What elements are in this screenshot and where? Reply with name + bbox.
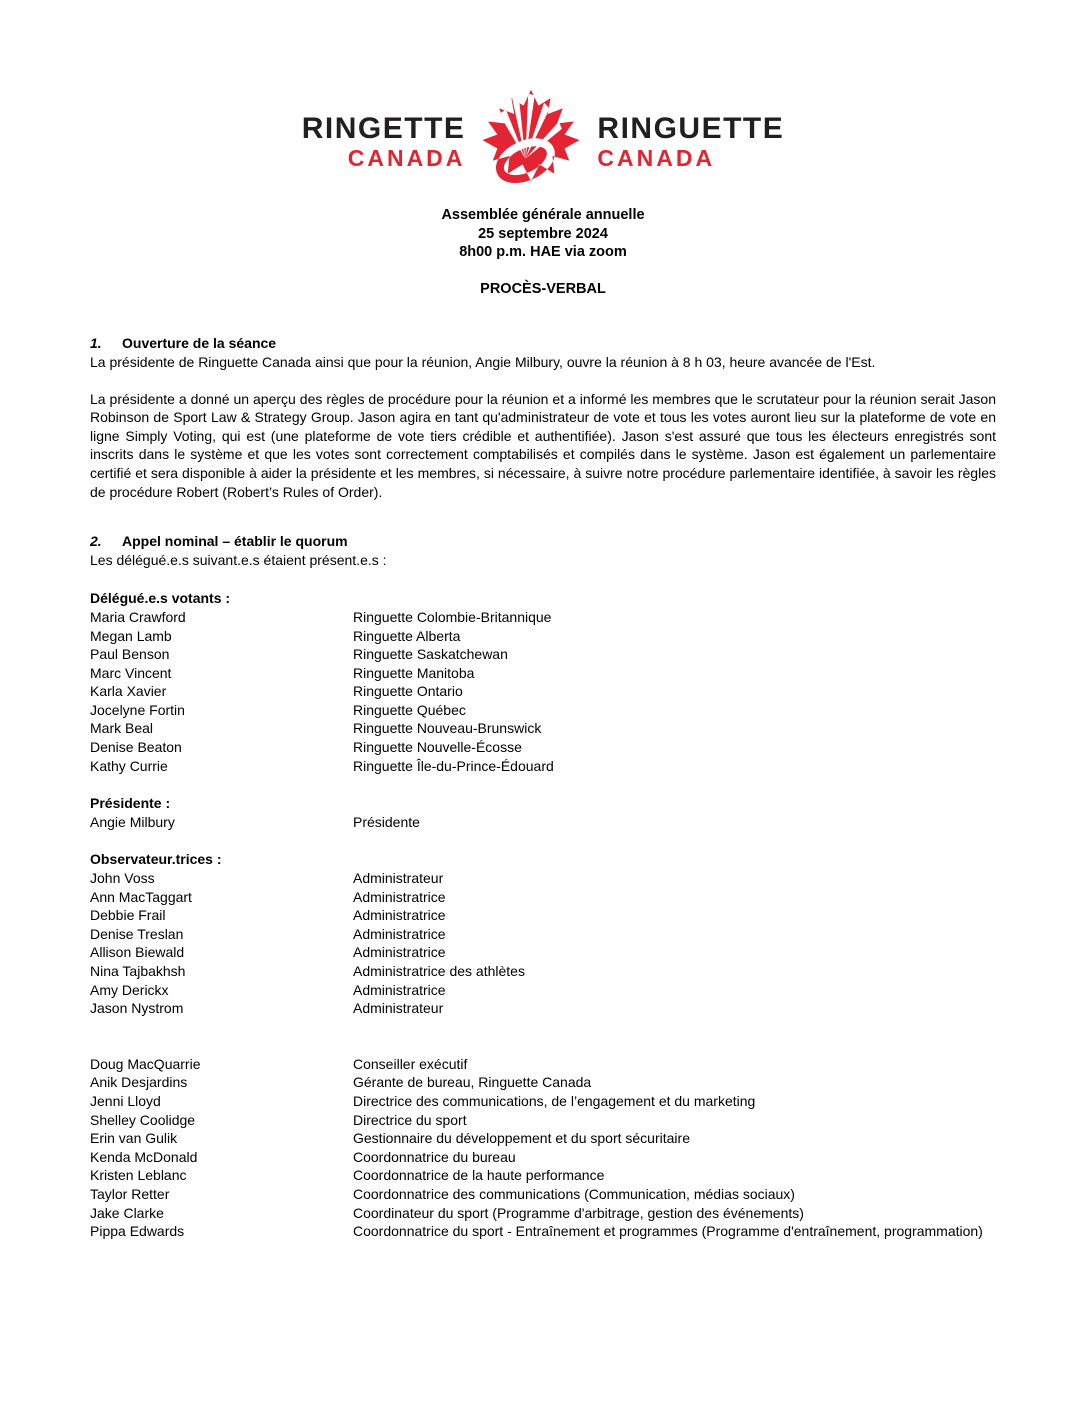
attendee-row	[90, 1148, 996, 1167]
attendee-row	[90, 1129, 996, 1148]
attendee-name: Marc Vincent	[90, 664, 172, 681]
attendee-role: Ringuette Alberta	[353, 627, 461, 644]
attendee-role: Coordonnatrice des communications (Communication, médias sociaux)	[353, 1185, 795, 1202]
attendee-name: Maria Crawford	[90, 608, 186, 625]
attendee-name: Karla Xavier	[90, 683, 167, 700]
attendee-role: Administratrice	[353, 925, 446, 942]
attendee-name: Jenni Lloyd	[90, 1092, 161, 1109]
logo-wordmark-english	[302, 114, 466, 170]
attendee-name: John Voss	[90, 870, 155, 887]
attendee-name: Ann MacTaggart	[90, 888, 192, 905]
attendee-row	[90, 1166, 996, 1185]
logo-wordmark-line2: CANADA	[597, 145, 716, 171]
attendee-role: Ringuette Colombie-Britannique	[353, 608, 552, 625]
attendee-name: Taylor Retter	[90, 1185, 170, 1202]
attendee-role: Conseiller exécutif	[353, 1055, 468, 1072]
section-appel-nominal	[90, 532, 996, 1241]
attendee-role: Administrateur	[353, 870, 444, 887]
attendee-row	[90, 664, 996, 683]
attendee-name: Denise Treslan	[90, 925, 184, 942]
attendee-role: Administratrice	[353, 981, 446, 998]
section-title: Appel nominal – établir le quorum	[122, 533, 348, 550]
attendee-row	[90, 943, 996, 962]
attendee-group	[90, 1055, 996, 1241]
attendee-role: Administratrice	[353, 944, 446, 961]
attendee-row	[90, 962, 996, 981]
attendee-group-heading: Présidente :	[90, 795, 171, 812]
attendee-name: Jake Clarke	[90, 1204, 164, 1221]
attendee-role: Ringuette Ontario	[353, 683, 463, 700]
attendee-role: Ringuette Québec	[353, 701, 466, 718]
attendee-name: Denise Beaton	[90, 739, 182, 756]
attendee-role: Administrateur	[353, 1000, 444, 1017]
attendee-row	[90, 906, 996, 925]
attendee-row	[90, 813, 996, 832]
attendee-role: Administratrice	[353, 888, 446, 905]
attendee-name: Nina Tajbakhsh	[90, 963, 186, 979]
logo-wordmark-line1: RINGUETTE	[597, 112, 785, 145]
section-intro: Les délégué.e.s suivant.e.s étaient présent.e.s :	[90, 551, 387, 568]
attendee-name: Megan Lamb	[90, 627, 172, 644]
attendee-row	[90, 719, 996, 738]
section-number: 2.	[90, 533, 102, 550]
attendee-group	[90, 589, 996, 775]
attendee-row	[90, 925, 996, 944]
attendee-role: Administratrice des athlètes	[353, 963, 525, 979]
attendee-name: Mark Beal	[90, 720, 154, 737]
attendee-row	[90, 738, 996, 757]
attendee-group	[90, 794, 996, 831]
attendee-name: Anik Desjardins	[90, 1074, 188, 1091]
attendee-name: Jason Nystrom	[90, 1000, 184, 1017]
meeting-time: 8h00 p.m. HAE via zoom	[459, 244, 627, 261]
attendee-name: Amy Derickx	[90, 981, 169, 998]
logo-wordmark-line1: RINGETTE	[301, 112, 466, 145]
attendee-name: Kenda McDonald	[90, 1148, 198, 1165]
attendee-role: Gestionnaire du développement et du sport sécuritaire	[353, 1130, 690, 1147]
section-ouverture	[90, 334, 996, 501]
attendee-name: Doug MacQuarrie	[90, 1055, 201, 1072]
attendee-row	[90, 682, 996, 701]
attendee-row	[90, 608, 996, 627]
attendee-row	[90, 1222, 996, 1241]
attendee-row	[90, 1185, 996, 1204]
logo	[90, 86, 996, 198]
attendee-name: Debbie Frail	[90, 907, 166, 924]
attendee-name: Allison Biewald	[90, 944, 185, 961]
attendee-role: Directrice du sport	[353, 1111, 467, 1128]
attendee-row	[90, 1055, 996, 1074]
attendee-role: Directrice des communications, de l’engagement et du marketing	[353, 1092, 756, 1109]
logo-wordmark-french	[597, 114, 784, 170]
attendee-row	[90, 1204, 996, 1223]
attendee-row	[90, 1092, 996, 1111]
attendee-group-heading: Observateur.trices :	[90, 851, 222, 868]
paragraph: La présidente de Ringuette Canada ainsi que pour la réunion, Angie Milbury, ouvre la réunion à 8 h 03, heure avancée de l'Est.	[90, 353, 876, 370]
attendee-name: Kathy Currie	[90, 757, 168, 774]
section-heading	[90, 334, 996, 353]
attendee-role: Administratrice	[353, 907, 446, 924]
section-number: 1.	[90, 335, 102, 352]
attendee-role: Ringuette Île-du-Prince-Édouard	[353, 757, 554, 774]
attendee-groups	[90, 589, 996, 1240]
attendee-name: Kristen Leblanc	[90, 1167, 187, 1184]
logo-wordmark-line2: CANADA	[347, 145, 466, 171]
attendee-role: Gérante de bureau, Ringuette Canada	[353, 1074, 592, 1091]
attendee-role: Coordonnatrice du sport - Entraînement et programmes (Programme d'entraînement, programmation)	[353, 1223, 983, 1240]
attendee-role: Ringuette Manitoba	[353, 664, 475, 681]
attendee-name: Jocelyne Fortin	[90, 701, 185, 718]
attendee-name: Erin van Gulik	[90, 1130, 178, 1147]
attendee-row	[90, 869, 996, 888]
paragraph: La présidente a donné un aperçu des règles de procédure pour la réunion et a informé les membres que le scrutateur pour la réunion serait Jason Robinson de Sport Law & Strategy Group. Jason agira en tant qu'administrateur de vote et tous les votes auront lieu sur la plateforme de vote en ligne Simply Voting, qui est (une plateforme de vote tiers crédible et authentifiée). Jason s'est assuré que tous les électeurs enregistrés sont inscrits dans le système et que les votes sont correctement comptabilisés et compilés dans le système. Jason est également un parlementaire certifié et sera disponible à aider la présidente et les membres, si nécessaire, à suivre notre procédure parlementaire identifiée, à savoir les règles de procédure Robert (Robert’s Rules of Order).	[90, 390, 996, 500]
attendee-role: Coordinateur du sport (Programme d'arbitrage, gestion des événements)	[353, 1204, 804, 1221]
attendee-row	[90, 1073, 996, 1092]
attendee-role: Ringuette Saskatchewan	[353, 646, 508, 663]
attendee-row	[90, 981, 996, 1000]
attendee-name: Angie Milbury	[90, 813, 175, 830]
attendee-name: Pippa Edwards	[90, 1223, 185, 1240]
attendee-role: Ringuette Nouveau-Brunswick	[353, 720, 542, 737]
attendee-row	[90, 999, 996, 1018]
document-title: PROCÈS-VERBAL	[480, 280, 606, 297]
section-title: Ouverture de la séance	[122, 335, 277, 352]
attendee-role: Coordonnatrice de la haute performance	[353, 1167, 605, 1184]
attendee-role: Présidente	[353, 813, 420, 830]
meeting-info	[90, 206, 996, 262]
attendee-row	[90, 757, 996, 776]
attendee-group	[90, 850, 996, 1017]
attendee-row	[90, 701, 996, 720]
attendee-row	[90, 645, 996, 664]
section-heading	[90, 532, 996, 551]
attendee-row	[90, 627, 996, 646]
meeting-title: Assemblée générale annuelle	[441, 207, 645, 223]
meeting-date: 25 septembre 2024	[478, 225, 608, 242]
attendee-name: Shelley Coolidge	[90, 1111, 196, 1128]
attendee-group-heading: Délégué.e.s votants :	[90, 590, 231, 607]
attendee-name: Paul Benson	[90, 646, 170, 663]
attendee-role: Ringuette Nouvelle-Écosse	[353, 739, 522, 756]
attendee-role: Coordonnatrice du bureau	[353, 1148, 516, 1165]
attendee-row	[90, 1111, 996, 1130]
maple-leaf-ring-icon	[475, 86, 587, 198]
attendee-row	[90, 888, 996, 907]
